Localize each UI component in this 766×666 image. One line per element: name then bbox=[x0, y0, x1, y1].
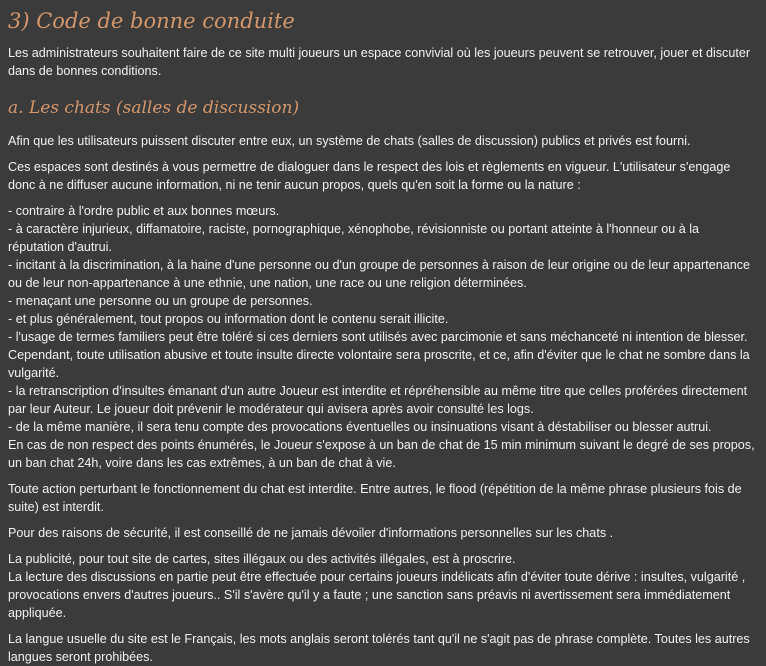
list-item: - la retranscription d'insultes émanant d'un autre Joueur est interdite et répréhensible au même titre que celles proférées directement par leur Auteur. Le joueur doit prévenir le modérateur qui avisera après avoir consulté les logs. bbox=[8, 384, 748, 416]
section-title: a. Les chats (salles de discussion) bbox=[8, 98, 300, 118]
list-item: - à caractère injurieux, diffamatoire, raciste, pornographique, xénophobe, révisionniste ou portant atteinte à l'honneur ou à la réputation d'autrui. bbox=[8, 222, 700, 254]
intro-paragraph: Les administrateurs souhaitent faire de ce site multi joueurs un espace convivial où les joueurs peuvent se retrouver, jouer et discuter dans de bonnes conditions. bbox=[8, 46, 751, 78]
paragraph: Ces espaces sont destinés à vous permettre de dialoguer dans le respect des lois et règlements en vigueur. L'utilisateur s'engage donc à ne diffuser aucune information, ni ne tenir aucun propos, quels qu'en soit la forme ou la nature : bbox=[8, 160, 731, 192]
paragraph: Pour des raisons de sécurité, il est conseillé de ne jamais dévoiler d'informations personnelles sur les chats . bbox=[8, 526, 614, 540]
paragraph bbox=[8, 550, 758, 622]
list-item: - incitant à la discrimination, à la haine d'une personne ou d'un groupe de personnes à raison de leur origine ou de leur appartenance ou de leur non-appartenance à une ethnie, une nation, une race ou une religion déterminées. bbox=[8, 258, 751, 290]
list-item: - l'usage de termes familiers peut être toléré si ces derniers sont utilisés avec parcimonie et sans méchanceté ni intention de blesser. Cependant, toute utilisation abusive et toute insulte directe volontaire sera proscrite, et ce, afin d'éviter que le chat ne sombre dans la vulgarité. bbox=[8, 330, 750, 380]
list-item: - menaçant une personne ou un groupe de personnes. bbox=[8, 294, 313, 308]
paragraph-line: La publicité, pour tout site de cartes, sites illégaux ou des activités illégales, est à proscrire. bbox=[8, 552, 516, 566]
page-title: 3) Code de bonne conduite bbox=[8, 9, 295, 33]
paragraph: La langue usuelle du site est le Français, les mots anglais seront tolérés tant qu'il ne s'agit pas de phrase complète. Toutes les autres langues seront prohibées. bbox=[8, 632, 750, 664]
list-item: - contraire à l'ordre public et aux bonnes mœurs. bbox=[8, 204, 280, 218]
list-item: En cas de non respect des points énumérés, le Joueur s'expose à un ban de chat de 15 min minimum suivant le degré de ses propos, un ban chat 24h, voire dans les cas extrêmes, à un ban de chat à vie. bbox=[8, 438, 755, 470]
paragraph: Toute action perturbant le fonctionnement du chat est interdite. Entre autres, le flood (répétition de la même phrase plusieurs fois de suite) est interdit. bbox=[8, 482, 742, 514]
list-item: - et plus généralement, tout propos ou information dont le contenu serait illicite. bbox=[8, 312, 449, 326]
paragraph: Afin que les utilisateurs puissent discuter entre eux, un système de chats (salles de discussion) publics et privés est fourni. bbox=[8, 134, 691, 148]
rules-list bbox=[8, 202, 758, 472]
paragraph-line: La lecture des discussions en partie peut être effectuée pour certains joueurs indélicats afin d'éviter toute dérive : insultes, vulgarité , provocations envers d'autres joueurs.. S'il s'avère qu'il y a faute ; une sanction sans préavis ni avertissement sera immédiatement appliquée. bbox=[8, 570, 746, 620]
list-item: - de la même manière, il sera tenu compte des provocations éventuelles ou insinuations visant à déstabiliser ou blesser autrui. bbox=[8, 420, 712, 434]
